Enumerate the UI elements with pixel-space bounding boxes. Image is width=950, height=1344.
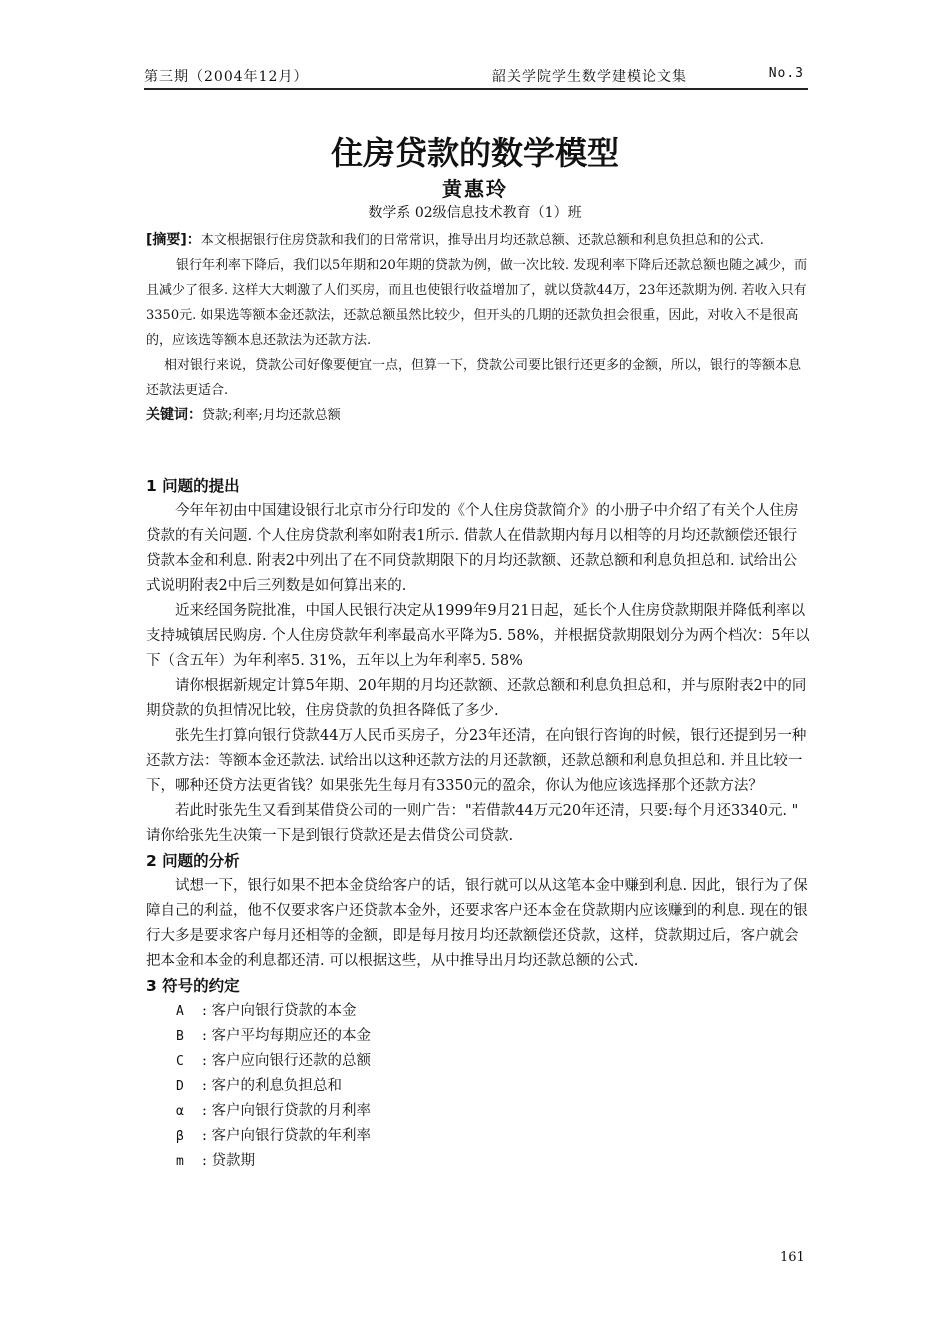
running-header xyxy=(144,66,808,88)
section-2-paragraph: 试想一下，银行如果不把本金贷给客户的话，银行就可以从这笔本金中赚到利息. 因此，银行为了保障自己的利益，他不仅要求客户还贷款本金外，还要求客户还本金在贷款期内应该赚到的利息. 现在的银行大多是要求客户每月还相等的金额，即是每月按月均还款额偿还贷款，这样，贷款期过后，客户就会把本金和本金的利息都还清. 可以根据这些，从中推导出月均还款总额的公式. xyxy=(146,878,808,969)
abstract-tag: [摘要]： xyxy=(146,232,201,248)
symbol-desc: 客户向银行贷款的年利率 xyxy=(211,1128,371,1144)
symbol: B xyxy=(176,1029,184,1044)
abstract-summary xyxy=(146,228,810,253)
page-number: 161 xyxy=(780,1250,805,1265)
abstract-text-1: 本文根据银行住房贷款和我们的日常常识，推导出月均还款总额、还款总额和利息负担总和的公式. xyxy=(200,233,764,248)
keywords-tag: 关键词： xyxy=(146,407,202,423)
paper-title: 住房贷款的数学模型 xyxy=(330,134,619,172)
section-1-paragraph: 请你根据新规定计算5年期、20年期的月均还款额、还款总额和利息负担总和，并与原附表2中的同期贷款的负担情况比较，住房贷款的负担各降低了多少. xyxy=(146,678,807,719)
section-1-paragraph: 近来经国务院批准，中国人民银行决定从1999年9月21日起，延长个人住房贷款期限并降低利率以支持城镇居民购房. 个人住房贷款年利率最高水平降为5. 58%，并根据贷款期限划分为两个档次：5年以下（含五年）为年利率5. 31%，五年以上为年利率5. 58% xyxy=(146,603,810,669)
header-issue: 第三期（2004年12月） xyxy=(144,69,309,85)
symbol-item: m : 贷款期 xyxy=(146,1149,810,1174)
header-number: No.3 xyxy=(768,66,804,81)
symbol-item: C : 客户应向银行还款的总额 xyxy=(146,1049,810,1074)
section-1-paragraph: 若此时张先生又看到某借贷公司的一则广告："若借款44万元20年还清，只要:每个月还3340元. " 请你给张先生决策一下是到银行贷款还是去借贷公司贷款. xyxy=(146,803,799,844)
symbol-item: A : 客户向银行贷款的本金 xyxy=(146,999,810,1024)
symbol-desc: 客户的利息负担总和 xyxy=(211,1078,342,1094)
abstract xyxy=(146,228,810,428)
section-heading-1: 1 问题的提出 xyxy=(146,477,240,495)
symbol-desc: 客户应向银行还款的总额 xyxy=(211,1053,371,1069)
keywords-text: 贷款;利率;月均还款总额 xyxy=(202,408,341,423)
section-heading-3: 3 符号的约定 xyxy=(146,977,240,995)
author: 黄惠玲 xyxy=(442,177,508,201)
abstract-text-3: 相对银行来说，贷款公司好像要便宜一点，但算一下，贷款公司要比银行还更多的金额，所以，银行的等额本息还款法更适合. xyxy=(146,358,802,398)
keywords xyxy=(146,403,810,428)
symbol: D xyxy=(176,1079,184,1094)
symbol-desc: 客户向银行贷款的本金 xyxy=(211,1003,357,1019)
symbol-item: D : 客户的利息负担总和 xyxy=(146,1074,810,1099)
section-heading-2: 2 问题的分析 xyxy=(146,852,240,870)
symbol: β xyxy=(176,1129,184,1144)
section-1-paragraph: 今年年初由中国建设银行北京市分行印发的《个人住房贷款简介》的小册子中介绍了有关个人住房贷款的有关问题. 个人住房贷款利率如附表1所示. 借款人在借款期内每月以相等的月均还款额偿还银行贷款本金和利息. 附表2中列出了在不同贷款期限下的月均还款额、还款总额和利息负担总和. 试给出公式说明附表2中后三列数是如何算出来的. xyxy=(146,503,799,594)
symbol-desc: 客户向银行贷款的月利率 xyxy=(211,1103,371,1119)
abstract-text-2: 银行年利率下降后，我们以5年期和20年期的贷款为例，做一次比较. 发现利率下降后还款总额也随之减少，而且减少了很多. 这样大大刺激了人们买房，而且也使银行收益增加了，就以贷款44万，23年还款期为例. 若收入只有3350元. 如果选等额本金还款法，还款总额虽然比较少，但开头的几期的还款负担会很重，因此，对收入不是很高的，应该选等额本息还款法为还款方法. xyxy=(146,258,808,348)
paper-body xyxy=(146,474,810,1174)
symbol-item: α : 客户向银行贷款的月利率 xyxy=(146,1099,810,1124)
symbol: C xyxy=(176,1054,184,1069)
symbol-desc: 贷款期 xyxy=(211,1153,255,1169)
symbol-item: B : 客户平均每期应还的本金 xyxy=(146,1024,810,1049)
section-1-paragraph: 张先生打算向银行贷款44万人民币买房子，分23年还清，在向银行咨询的时候，银行还提到另一种还款方法：等额本金还款法. 试给出以这种还款方法的月还款额，还款总额和利息负担总和. 并且比较一下，哪种还贷方法更省钱？如果张先生每月有3350元的盈余，你认为他应该选择那个还款方法？ xyxy=(146,728,807,794)
affiliation: 数学系 02级信息技术教育（1）班 xyxy=(368,205,582,221)
symbol: m xyxy=(176,1154,184,1169)
symbol-desc: 客户平均每期应还的本金 xyxy=(211,1028,371,1044)
symbol: α xyxy=(176,1104,184,1119)
header-rule xyxy=(144,88,808,90)
symbol-item: β : 客户向银行贷款的年利率 xyxy=(146,1124,810,1149)
header-journal: 韶关学院学生数学建模论文集 xyxy=(492,69,687,85)
symbol: A xyxy=(176,1004,184,1019)
